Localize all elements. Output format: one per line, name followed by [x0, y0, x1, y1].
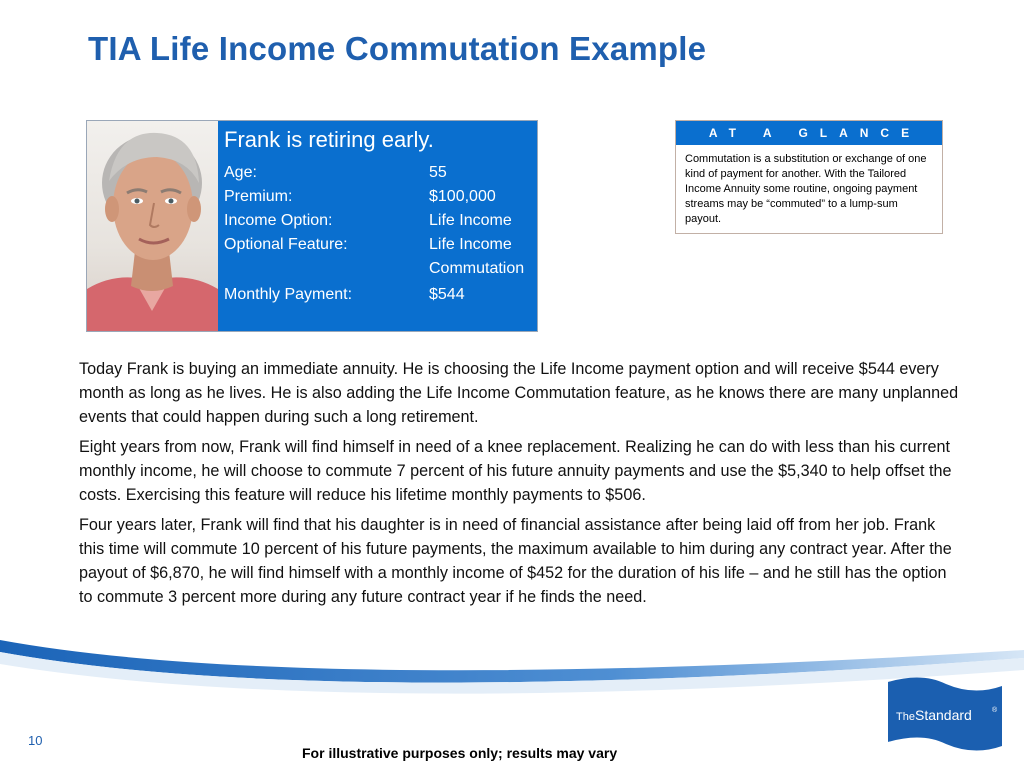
at-a-glance-box: [675, 120, 943, 234]
portrait-photo: [87, 121, 218, 331]
the-standard-logo: [882, 676, 1008, 761]
profile-value: $100,000: [429, 188, 496, 205]
profile-row-optional-feature: [224, 233, 531, 281]
at-a-glance-header: AT A GLANCE: [676, 121, 942, 145]
logo-prefix: The: [896, 711, 915, 723]
profile-info-panel: [218, 121, 537, 331]
profile-value: $544: [429, 286, 465, 303]
profile-label: Income Option:: [224, 212, 333, 229]
profile-card: [86, 120, 538, 332]
profile-row-monthly-payment: [224, 283, 531, 307]
paragraph: Eight years from now, Frank will find himself in need of a knee replacement. Realizing he can do with less than his current monthly income, he will choose to commute 7 percent of his future annuity payments and use the $5,340 to help offset the costs. Exercising this feature will reduce his lifetime monthly payments to $506.: [79, 438, 952, 504]
at-a-glance-body: Commutation is a substitution or exchange of one kind of payment for another. With the Tailored Income Annuity some routine, ongoing payment streams may be “commuted” to a lump-sum payout.: [685, 153, 927, 225]
logo-registered-mark: ®: [992, 707, 998, 714]
paragraph: Four years later, Frank will find that his daughter is in need of financial assistance after being laid off from her job. Frank this time will commute 10 percent of his future payments, the maximum available to him during any contract year. After the payout of $6,870, he will find himself with a monthly income of $452 for the duration of his life – and he still has the option to commute 3 percent more during any future contract year if he finds the need.: [79, 516, 952, 606]
profile-value: Life Income: [429, 212, 512, 229]
slide-title: TIA Life Income Commutation Example: [88, 30, 707, 67]
logo-name: Standard: [915, 707, 972, 723]
profile-label: Premium:: [224, 188, 293, 205]
flag-logo-icon: [882, 676, 1008, 756]
portrait-illustration: [87, 121, 218, 331]
body-text: [79, 357, 959, 615]
profile-heading: Frank is retiring early.: [224, 127, 434, 152]
profile-row-income-option: [224, 209, 531, 233]
profile-row-premium: [224, 185, 531, 209]
profile-label: Optional Feature:: [224, 236, 348, 253]
profile-row-age: [224, 161, 531, 185]
footer-note: For illustrative purposes only; results may vary: [302, 745, 618, 761]
profile-label: Age:: [224, 164, 257, 181]
profile-label: Monthly Payment:: [224, 286, 353, 303]
profile-value: Life Income Commutation: [429, 236, 525, 277]
page-number: 10: [28, 733, 43, 748]
paragraph: Today Frank is buying an immediate annuity. He is choosing the Life Income payment option and will receive $544 every month as long as he lives. He is also adding the Life Income Commutation feature, as he knows there are many unplanned events that could happen during such a long retirement.: [79, 360, 959, 426]
profile-value: 55: [429, 164, 447, 181]
decorative-swoosh: [0, 600, 1024, 700]
